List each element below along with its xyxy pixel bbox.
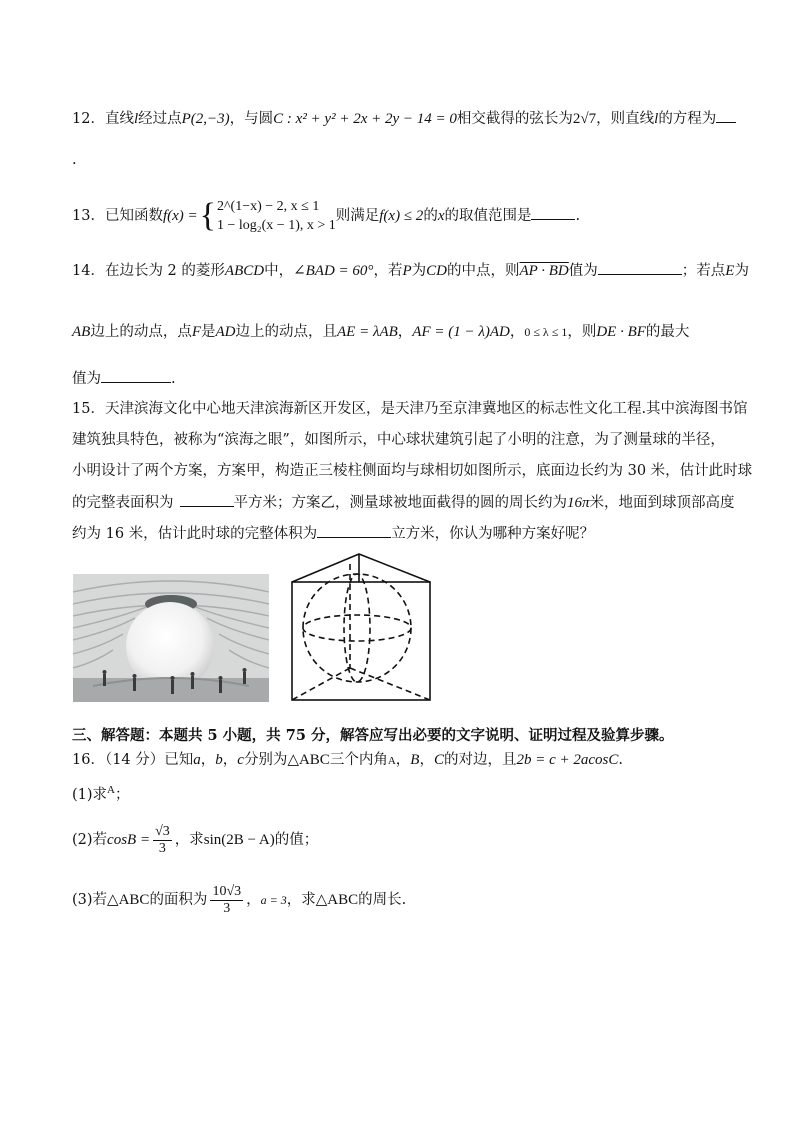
- math-sin-expr: sin(2B − A): [203, 832, 275, 848]
- math-ad: AD: [215, 324, 236, 340]
- answer-blank: [101, 368, 171, 383]
- fraction-area: $\frac{10√3}{3}$: [212, 883, 242, 916]
- prism-sphere-diagram: [288, 550, 434, 702]
- math-lambda-range: 0 ≤ λ ≤ 1: [524, 325, 568, 339]
- math-f: F: [191, 324, 201, 340]
- piecewise-cases: 2^(1−x) − 2, x ≤ 1 1 − log₂(x − 1), x > 1: [216, 199, 336, 233]
- fraction-sqrt3-over-3: $\frac{√3}{3}$: [155, 823, 170, 856]
- math-af: AF = (1 − λ)AD: [412, 324, 510, 340]
- q16-part3: (3)若△ABC的面积为 $\frac{10√3}{3}$ ，a = 3，求△ABC的周长.: [72, 883, 407, 916]
- brace-symbol: {: [199, 197, 216, 234]
- math-chord-length: 2√7: [572, 111, 597, 127]
- q14-line3: 值为 .: [72, 368, 176, 389]
- math-fx: f(x) =: [162, 208, 198, 224]
- q13-line: 13．已知函数f(x) ={ 2^(1−x) − 2, x ≤ 1 1 − log₂(x − 1), x > 1 则满足f(x) ≤ 2的x的取值范围是 .: [72, 197, 581, 234]
- math-given-eq: 2b = c + 2acosC: [516, 752, 619, 768]
- math-condition: f(x) ≤ 2: [379, 208, 424, 224]
- math-vector-dot1: AP · BD: [519, 263, 569, 279]
- math-ab: AB: [72, 324, 91, 340]
- q15-line4: 的完整表面积为 平方米；方案乙，测量球被地面截得的圆的周长约为16π米，地面到球顶部高度: [72, 492, 735, 513]
- library-photo: [73, 574, 269, 702]
- q16-line: 16．（14 分）已知a，b，c分别为△ABC三个内角A，B，C的对边，且2b = c + 2acosC.: [72, 752, 623, 768]
- answer-blank: [317, 523, 391, 538]
- math-e: E: [725, 263, 735, 279]
- math-x: x: [437, 208, 445, 224]
- answer-blank: [180, 492, 234, 507]
- q14-line2: AB边上的动点，点F是AD边上的动点，且AE = λAB，AF = (1 − λ)AD，0 ≤ λ ≤ 1，则DE · BF的最大: [72, 324, 690, 340]
- q16-part2: (2)若cosB = $\frac{√3}{3}$ ，求sin(2B − A)的值；: [72, 823, 319, 856]
- library-photo-drawing: [73, 574, 269, 702]
- prism-sphere-drawing: [288, 550, 434, 702]
- q15-line2: 建筑独具特色，被称为“滨海之眼”，如图所示，中心球状建筑引起了小明的注意，为了测量球的半径，: [72, 432, 725, 448]
- math-cd: CD: [426, 263, 447, 279]
- answer-blank: [716, 108, 736, 123]
- q16-part1: (1)求$^A$；: [72, 784, 130, 803]
- answer-blank: [531, 205, 575, 220]
- math-vector-dot2: DE · BF: [596, 324, 646, 340]
- math-perimeter: 16π: [567, 495, 590, 511]
- math-ae: AE = λAB: [337, 324, 398, 340]
- q14-line1: 14．在边长为 2 的菱形ABCD中，∠BAD = 60°，若P为CD的中点，则AP · BD值为 ；若点E为: [72, 260, 749, 281]
- math-abcd: ABCD: [224, 263, 265, 279]
- section-3-heading: 三、解答题：本题共 5 小题，共 75 分，解答应写出必要的文字说明、证明过程及验算步骤。: [72, 727, 674, 744]
- q12-line2: .: [72, 152, 77, 168]
- math-circle-eq: C : x² + y² + 2x + 2y − 14 = 0: [273, 111, 457, 127]
- math-triangle: △ABC: [287, 752, 330, 768]
- q15-line3: 小明设计了两个方案，方案甲，构造正三棱柱侧面均与球相切如图所示，底面边长约为 30 米，估计此时球: [72, 463, 753, 479]
- q15-line5: 约为 16 米，估计此时球的完整体积为 立方米，你认为哪种方案好呢？: [72, 523, 594, 544]
- math-p: P: [402, 263, 412, 279]
- math-l: l: [654, 111, 659, 127]
- math-angle: ∠BAD = 60°: [293, 263, 374, 279]
- q12-line1: 12．直线l经过点P(2,−3)，与圆C : x² + y² + 2x + 2y − 14 = 0相交截得的弦长为2√7，则直线l的方程为: [72, 108, 736, 129]
- answer-blank: [598, 260, 682, 275]
- math-point-p: P(2,−3): [181, 111, 230, 127]
- math-l: l: [133, 111, 139, 127]
- q15-line1: 15．天津滨海文化中心地天津滨海新区开发区，是天津乃至京津冀地区的标志性文化工程.其中滨海图书馆: [72, 401, 748, 417]
